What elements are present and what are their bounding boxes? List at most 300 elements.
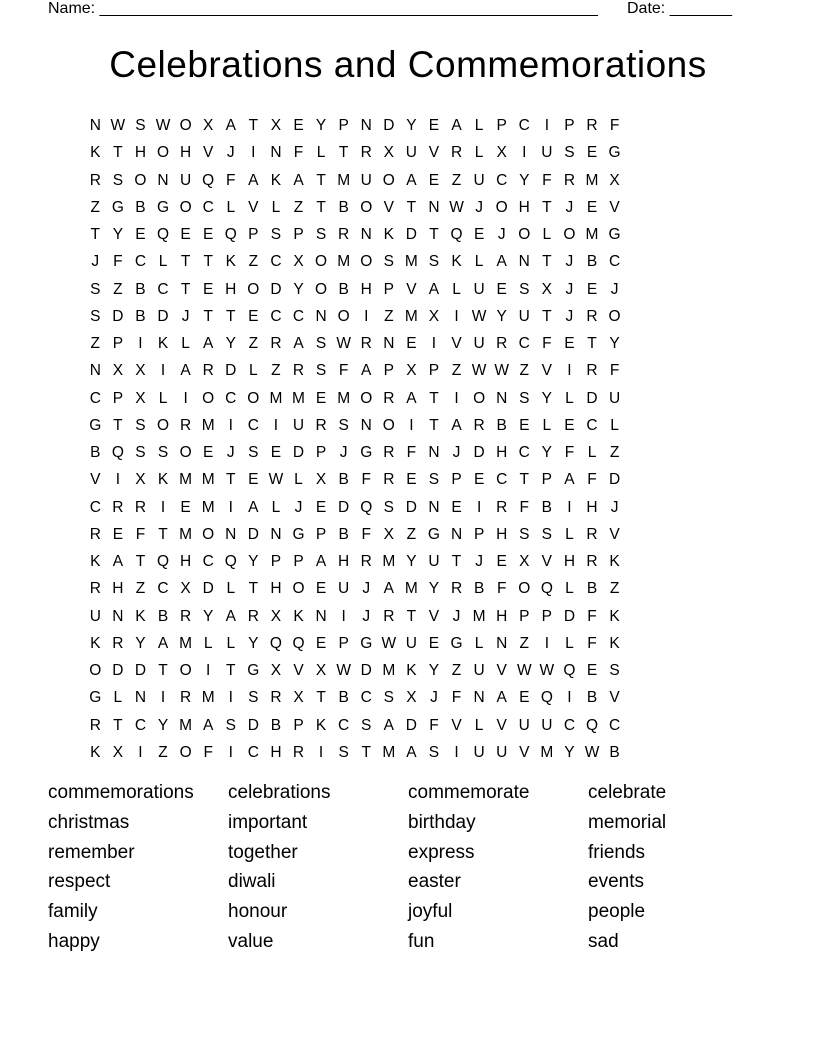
grid-letter: Q [224,226,237,243]
grid-letter: H [563,553,576,570]
grid-letter: N [428,444,440,461]
grid-letter: O [518,226,531,243]
grid-letter: O [360,198,373,216]
grid-letter: S [270,226,282,243]
grid-letter: W [449,198,464,216]
grid-letter: V [451,716,462,734]
grid-letter: T [135,553,146,570]
grid-letter: N [225,525,237,543]
grid-letter: H [112,580,124,598]
grid-letter: M [472,607,486,625]
grid-letter: Z [451,362,462,380]
grid-letter: A [315,553,327,570]
grid-letter: S [519,525,530,543]
grid-letter: U [473,280,485,298]
grid-letter: N [428,198,440,216]
grid-letter: T [406,198,417,216]
grid-letter: J [475,553,483,570]
grid-letter: X [270,607,282,625]
grid-letter: T [542,307,552,325]
grid-letter: N [450,525,463,543]
grid-letter: A [248,498,259,516]
grid-letter: M [404,253,418,271]
grid-letter: C [518,335,530,352]
grid-letter: W [336,335,351,352]
grid-letter: V [406,280,417,298]
grid-letter: D [247,716,259,734]
grid-letter: F [361,471,371,489]
grid-letter: K [225,253,236,271]
grid-letter: U [473,662,485,679]
grid-letter: E [586,144,598,162]
word-bank-item: friends [588,841,646,863]
grid-letter: N [360,226,372,243]
grid-letter: C [608,716,621,734]
grid-letter: F [226,171,236,189]
grid-letter: E [315,580,327,598]
grid-letter: M [179,716,193,734]
word-bank-item: celebrate [588,782,667,803]
grid-letter: J [226,144,235,162]
grid-letter: N [89,117,101,134]
grid-letter: I [476,498,482,516]
grid-letter: E [315,498,327,516]
grid-row [84,385,626,412]
grid-letter: S [315,362,327,380]
grid-letter: F [113,253,123,271]
grid-letter: F [609,362,620,380]
grid-letter: A [225,117,236,134]
grid-letter: A [406,743,417,761]
grid-letter: B [609,743,620,761]
grid-letter: K [157,335,169,352]
grid-row [84,139,626,166]
grid-letter: M [382,662,396,679]
grid-letter: X [112,743,124,761]
grid-letter: K [451,253,462,271]
grid-letter: O [495,198,508,216]
grid-letter: F [293,144,304,162]
grid-letter: T [316,171,326,189]
grid-letter: Q [540,580,553,598]
grid-letter: I [228,743,233,761]
grid-letter: W [471,362,487,380]
grid-letter: D [157,307,169,325]
grid-letter: Z [90,198,101,216]
grid-letter: U [518,307,530,325]
grid-letter: Z [248,335,259,352]
grid-letter: C [292,307,305,325]
grid-letter: O [179,117,192,134]
grid-letter: I [567,689,572,707]
grid-letter: X [428,307,440,325]
grid-letter: D [586,389,598,407]
grid-letter: F [542,335,552,352]
grid-letter: E [473,471,485,489]
word-bank-item: family [48,901,98,923]
grid-letter: R [360,553,372,570]
grid-letter: E [586,662,598,679]
grid-letter: M [337,389,351,407]
grid-letter: E [564,416,575,434]
grid-letter: E [203,280,214,298]
grid-letter: A [406,389,417,407]
grid-letter: T [113,416,123,434]
grid-letter: A [157,634,169,652]
grid-letter: M [337,253,351,271]
grid-letter: H [496,607,508,625]
grid-letter: E [248,307,259,325]
grid-letter: C [247,743,259,761]
grid-letter: J [610,280,619,298]
grid-letter: K [90,634,101,652]
grid-letter: E [473,226,485,243]
grid-letter: T [316,198,326,216]
grid-letter: M [179,471,193,489]
grid-letter: T [429,416,439,434]
grid-letter: O [315,280,328,298]
grid-letter: I [251,144,256,162]
grid-letter: P [315,444,327,461]
grid-letter: O [179,198,192,216]
grid-row [84,194,626,221]
grid-letter: M [201,416,215,434]
word-search-grid [84,112,626,766]
grid-letter: I [228,689,233,707]
grid-letter: R [383,389,395,407]
grid-letter: R [586,362,598,380]
date-field-label: Date: _______ [627,0,732,17]
word-bank-item: value [228,930,274,952]
grid-letter: J [610,498,619,516]
grid-letter: H [360,280,372,298]
grid-letter: L [226,580,236,598]
grid-letter: S [361,716,372,734]
grid-letter: P [112,335,124,352]
word-bank-item: sad [588,930,619,952]
grid-letter: G [292,525,305,543]
grid-letter: F [587,634,597,652]
grid-row [84,112,626,139]
grid-letter: R [270,335,282,352]
grid-letter: L [565,389,574,407]
grid-letter: K [609,553,620,570]
word-bank-item: commemorations [48,782,194,803]
grid-letter: S [135,444,146,461]
grid-letter: C [608,253,621,271]
grid-letter: S [428,253,440,271]
grid-letter: R [202,362,214,380]
grid-letter: E [428,171,440,189]
grid-letter: J [294,498,303,516]
grid-letter: N [112,607,124,625]
grid-letter: I [138,743,143,761]
grid-letter: G [89,416,102,434]
grid-letter: R [292,362,305,380]
grid-letter: K [383,226,394,243]
grid-letter: X [112,362,124,380]
grid-letter: H [134,144,147,162]
grid-letter: S [225,716,236,734]
grid-letter: I [364,307,369,325]
grid-letter: V [496,662,507,679]
grid-letter: I [409,416,414,434]
grid-letter: R [338,226,350,243]
grid-letter: P [383,280,394,298]
grid-letter: E [496,553,507,570]
grid-letter: R [586,117,598,134]
grid-letter: G [360,444,373,461]
grid-letter: I [567,498,572,516]
grid-letter: P [519,607,530,625]
grid-letter: K [90,553,101,570]
grid-letter: D [202,580,214,598]
grid-letter: C [89,498,101,516]
grid-letter: C [157,580,169,598]
grid-letter: X [315,471,327,489]
grid-letter: O [337,307,350,325]
grid-letter: B [541,498,553,516]
grid-letter: V [293,662,304,679]
grid-row [84,439,626,466]
grid-letter: L [474,634,484,652]
grid-letter: L [565,634,574,652]
grid-letter: L [474,117,484,134]
grid-row [84,657,626,684]
grid-letter: M [585,171,599,189]
grid-letter: U [405,144,417,162]
grid-row [84,167,626,194]
grid-letter: W [336,662,351,679]
grid-letter: P [293,553,304,570]
grid-letter: K [609,634,620,652]
grid-row [84,466,626,493]
grid-letter: L [249,362,258,380]
word-bank-item: express [408,841,475,863]
grid-letter: N [315,307,327,325]
grid-letter: Y [519,171,530,189]
grid-letter: T [587,335,597,352]
grid-letter: U [292,416,305,434]
grid-letter: H [225,280,237,298]
grid-letter: F [542,171,552,189]
grid-letter: R [496,335,508,352]
grid-letter: R [473,416,485,434]
grid-letter: A [451,117,462,134]
grid-letter: D [112,307,124,325]
grid-letter: I [544,634,549,652]
grid-letter: L [587,444,597,461]
grid-letter: Z [90,335,101,352]
grid-letter: C [270,253,282,271]
grid-letter: T [429,389,439,407]
word-bank-item: together [228,841,298,863]
grid-letter: U [180,171,192,189]
grid-letter: W [584,743,600,761]
grid-letter: V [383,198,394,216]
grid-letter: G [360,634,373,652]
grid-letter: Y [428,580,440,598]
grid-letter: S [338,416,349,434]
grid-letter: D [563,607,576,625]
grid-letter: L [113,689,123,707]
grid-letter: O [247,389,260,407]
grid-letter: V [541,553,553,570]
grid-letter: C [89,389,101,407]
word-bank-item: christmas [48,811,130,833]
grid-letter: Q [563,662,576,679]
grid-letter: S [383,253,394,271]
grid-letter: D [405,498,417,516]
grid-letter: X [293,689,304,707]
grid-letter: P [112,389,124,407]
grid-letter: R [586,525,598,543]
grid-letter: S [383,689,394,707]
grid-letter: P [270,553,282,570]
grid-letter: E [564,335,575,352]
grid-letter: N [360,117,372,134]
grid-letter: S [609,662,620,679]
grid-letter: Y [496,307,507,325]
grid-letter: P [564,117,575,134]
word-bank-item: honour [228,901,288,923]
grid-letter: F [135,525,146,543]
word-bank-item: respect [48,871,111,893]
grid-letter: T [316,689,326,707]
grid-letter: S [564,144,575,162]
grid-letter: I [160,689,166,707]
grid-letter: R [450,580,463,598]
grid-letter: H [518,198,530,216]
grid-letter: Y [248,553,259,570]
grid-letter: M [292,389,305,407]
grid-row [84,494,626,521]
grid-letter: E [203,226,214,243]
grid-letter: S [338,743,349,761]
grid-letter: M [179,634,193,652]
grid-letter: A [564,471,575,489]
grid-letter: D [405,226,417,243]
grid-letter: E [248,471,259,489]
grid-letter: R [383,607,395,625]
grid-letter: A [293,171,304,189]
grid-letter: T [113,144,123,162]
grid-letter: M [404,580,418,598]
grid-letter: P [383,362,394,380]
grid-letter: T [542,198,552,216]
grid-letter: C [202,198,214,216]
grid-row [84,303,626,330]
grid-letter: Y [225,335,236,352]
grid-letter: A [496,253,507,271]
grid-letter: P [248,226,259,243]
grid-letter: I [522,144,527,162]
grid-letter: H [270,580,282,598]
grid-letter: U [405,634,417,652]
grid-letter: F [496,580,507,598]
grid-letter: Q [450,226,463,243]
grid-letter: E [135,226,146,243]
grid-letter: Q [156,226,170,243]
grid-letter: E [519,689,530,707]
grid-letter: Z [293,198,304,216]
grid-letter: B [157,607,169,625]
grid-letter: T [248,580,259,598]
grid-letter: P [293,226,304,243]
grid-letter: L [158,253,168,271]
grid-letter: R [586,553,598,570]
grid-letter: O [315,253,328,271]
grid-letter: M [540,743,554,761]
word-bank-item: memorial [588,811,667,833]
grid-letter: B [338,525,349,543]
grid-letter: O [382,171,395,189]
grid-letter: B [586,689,598,707]
grid-letter: Y [541,389,553,407]
grid-letter: P [451,471,462,489]
grid-letter: P [338,634,349,652]
grid-letter: Y [406,117,417,134]
grid-letter: O [202,525,215,543]
grid-letter: D [360,662,372,679]
grid-letter: I [183,389,188,407]
grid-letter: O [292,580,305,598]
grid-letter: X [315,662,327,679]
grid-letter: L [271,198,281,216]
grid-letter: N [157,171,169,189]
grid-letter: R [270,689,282,707]
word-bank-item: people [588,901,646,923]
grid-letter: G [427,525,440,543]
grid-letter: B [338,280,349,298]
header [48,0,748,20]
grid-letter: G [156,198,170,216]
grid-letter: R [383,471,395,489]
grid-letter: Y [406,553,417,570]
grid-letter: C [563,716,576,734]
grid-letter: S [383,498,394,516]
grid-letter: W [494,362,510,380]
grid-letter: J [497,226,506,243]
grid-letter: U [473,171,485,189]
grid-letter: H [180,553,192,570]
grid-letter: E [496,280,507,298]
grid-letter: T [203,307,213,325]
word-bank [48,778,768,957]
grid-letter: E [519,416,530,434]
grid-letter: C [270,307,282,325]
grid-letter: Y [609,335,620,352]
grid-letter: Z [451,171,462,189]
grid-letter: D [338,498,350,516]
grid-letter: M [382,553,396,570]
grid-row [84,603,626,630]
grid-letter: F [429,716,439,734]
grid-letter: F [587,607,597,625]
grid-letter: X [270,662,282,679]
grid-letter: W [471,307,487,325]
grid-letter: X [293,253,304,271]
grid-letter: S [315,335,327,352]
grid-letter: R [450,144,463,162]
grid-letter: R [496,498,508,516]
grid-letter: U [473,335,485,352]
grid-letter: T [226,471,236,489]
grid-letter: Z [519,362,529,380]
grid-letter: S [519,389,530,407]
grid-letter: J [181,307,190,325]
grid-letter: P [338,117,349,134]
